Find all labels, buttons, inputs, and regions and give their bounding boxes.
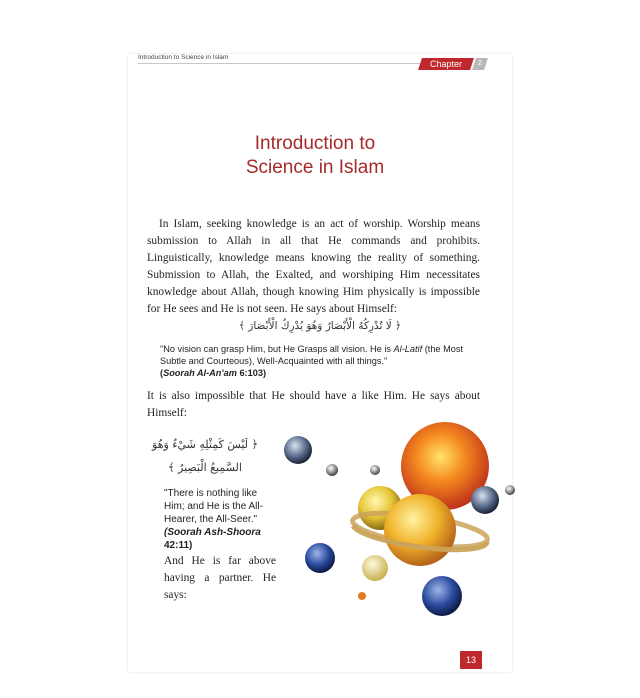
quote-2-reference: (Soorah Ash-Shoora [164, 527, 261, 538]
quote-1-text: "No vision can grasp Him, but He Grasps all vision. He is [160, 344, 394, 354]
cream-planet [362, 555, 388, 581]
paragraph-1: In Islam, seeking knowledge is an act of worship. Worship means submission to Allah in all that He commands and prohibits. Linguistically, knowledge means knowing the reality of something. Submission to Allah, the Exalted, and worshiping Him necessitates knowledge about Allah, though knowing Him physically is impossible for He sees and He is not seen. He says about Himself: [147, 218, 480, 315]
quote-1: "No vision can grasp Him, but He Grasps all vision. He is Al-Latif (the Most Subtle and Courteous), Well-Acquainted with all things." (Soorah Al-An'am 6:103) [160, 344, 464, 378]
verse-2-arabic-line-1: ﴿ لَيْسَ كَمِثْلِهِ شَيْءٌ وَهُوَ [152, 438, 258, 451]
chapter-number: 2 [478, 60, 482, 67]
quote-2-line-3: Hearer, the All-Seer." [164, 514, 258, 525]
saturn-planet [384, 494, 456, 566]
quote-1-reference: Soorah Al-An'am [163, 368, 237, 378]
grey-blue-planet-right [471, 486, 499, 514]
page-title [150, 132, 480, 180]
small-grey-planet [326, 464, 338, 476]
quote-2-reference-number: 42:11) [164, 540, 193, 551]
blue-planet-bottom-right [422, 576, 462, 616]
title-line-1: Introduction to [254, 133, 376, 154]
title-line-2: Science in Islam [245, 157, 385, 178]
paragraph-2: It is also impossible that He should have a like Him. He says about Himself: [147, 390, 480, 419]
verse-1-arabic: ﴿ لَا تُدْرِكُهُ الْأَبْصَارُ وَهُوَ يُدْرِكُ الْأَبْصَارَ ﴾ [238, 320, 402, 332]
running-header: Introduction to Science in Islam [138, 54, 229, 61]
tiny-planet-right [505, 485, 515, 495]
verse-2-arabic-line-2: السَّمِيعُ الْبَصِيرُ ﴾ [168, 461, 242, 474]
quote-1-text-end: (the Most Subtle and Courteous), Well-Acquainted with all things." [160, 344, 464, 366]
header-rule [138, 63, 420, 64]
quote-2-line-2: Him; and He is the All- [164, 501, 263, 512]
page-number: 13 [465, 655, 476, 665]
quote-2-line-1: "There is nothing like [164, 488, 258, 499]
paragraph-3: And He is far above having a partner. He says: [164, 555, 276, 601]
chapter-label: Chapter [429, 59, 463, 69]
small-white-planet [370, 465, 380, 475]
planets-illustration [280, 418, 525, 623]
quote-1-reference-number: 6:103) [236, 368, 267, 378]
quote-1-name: Al-Latif [393, 344, 423, 354]
blue-planet-bottom-left [305, 543, 335, 573]
blue-planet-left [284, 436, 312, 464]
quote-2 [164, 487, 278, 552]
orange-dot [358, 592, 366, 600]
